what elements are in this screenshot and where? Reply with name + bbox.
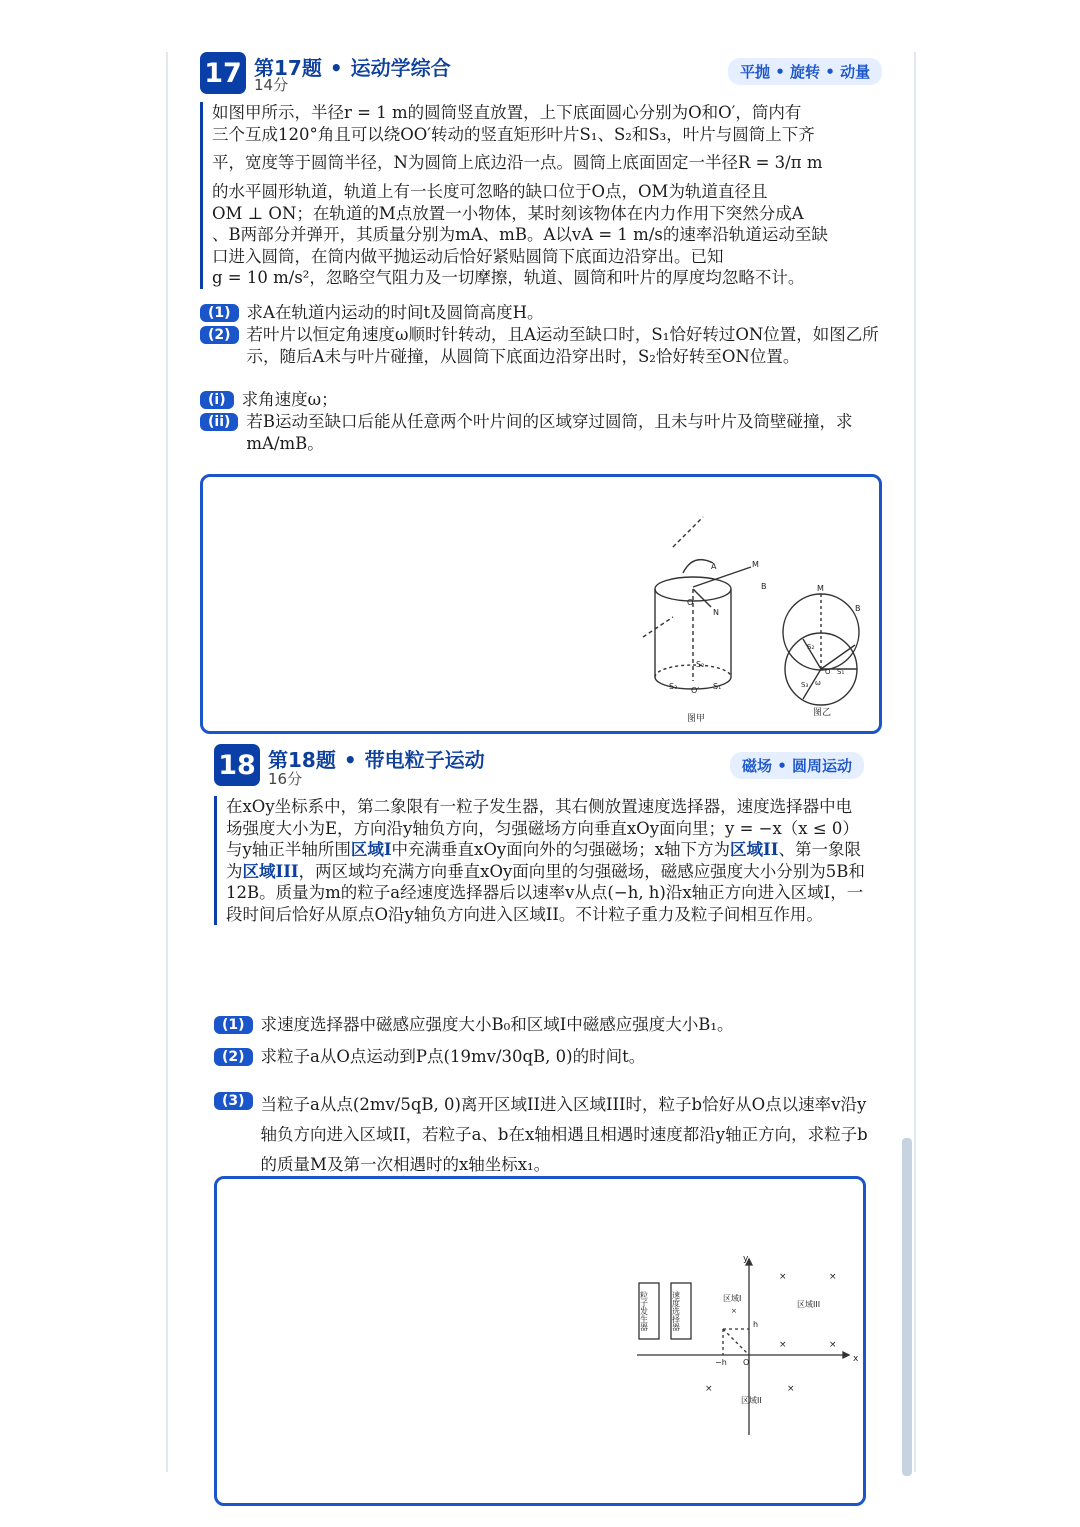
sub-question-1 [214, 1014, 874, 1036]
label-omega: ω [815, 679, 821, 687]
label-A: A [711, 562, 717, 571]
region-3-highlight: 区域III [242, 861, 299, 881]
question-label: 第18题 [268, 748, 336, 772]
label-selector: 速度选择器 [671, 1291, 681, 1331]
stem-text: 、第一象限为 [226, 840, 861, 881]
label-Oprime: O′ [691, 686, 700, 695]
caption-jia: 图甲 [687, 714, 706, 724]
question-stem [214, 796, 866, 925]
sub-question-text: 求A在轨道内运动的时间t及圆筒高度H。 [246, 303, 544, 322]
question-topic: 运动学综合 [350, 56, 451, 80]
sub-question-3 [214, 1090, 874, 1180]
stem-text: 中充满垂直xOy面向外的匀强磁场；x轴下方为 [391, 840, 731, 859]
label-region-3: 区域III [797, 1300, 821, 1309]
label-M: M [752, 560, 759, 569]
label-O: O [687, 598, 694, 607]
dashed-guide [643, 617, 673, 637]
question-score: 14分 [254, 76, 289, 94]
sub-question-1 [200, 302, 880, 324]
question-tag: 磁场 • 圆周运动 [730, 752, 864, 779]
sub-question-badge: (1) [200, 304, 239, 322]
answer-area-18[interactable] [214, 1176, 866, 1506]
field-mark: × [829, 1340, 837, 1350]
sub-question-badge: (3) [214, 1092, 253, 1110]
label-origin: O [743, 1358, 750, 1367]
label-N: N [713, 608, 719, 617]
question-stem [200, 102, 892, 289]
field-mark: × [779, 1272, 787, 1282]
label-y: y [743, 1254, 749, 1264]
stem-line: 如图甲所示，半径r = 1 m的圆筒竖直放置，上下底面圆心分别为O和O′，筒内有 [212, 103, 802, 122]
field-mark: × [731, 1307, 737, 1315]
sub-question-2ii [200, 411, 880, 454]
label-neg-h: −h [715, 1358, 727, 1367]
region-2-highlight: 区域II [730, 840, 779, 859]
question-score: 16分 [268, 770, 303, 788]
question-topic: 带电粒子运动 [364, 748, 485, 772]
field-mark: × [787, 1384, 795, 1394]
question-number-badge: 17 [200, 52, 246, 94]
stem-line: 三个互成120°角且可以绕OO′转动的竖直矩形叶片S₁、S₂和S₃，叶片与圆筒上下齐 [212, 124, 815, 144]
label-S3-view: S₃ [801, 681, 809, 689]
label-region-1: 区域I [723, 1294, 742, 1303]
track-diameter [673, 517, 703, 547]
label-S2-view: S₂ [807, 643, 815, 651]
label-S3: S₃ [669, 682, 678, 691]
sub-question-2 [200, 324, 880, 367]
stem-line: 的水平圆形轨道，轨道上有一长度可忽略的缺口位于O点，OM为轨道直径且 [212, 182, 768, 201]
sub-question-text: 若叶片以恒定角速度ω顺时针转动，且A运动至缺口时，S₁恰好转过ON位置，如图乙所示，随后A未与叶片碰撞，从圆筒下底面边沿穿出时，S₂恰好转至ON位置。 [246, 325, 879, 366]
title-separator: • [329, 56, 343, 80]
label-B: B [761, 582, 767, 591]
label-O-view: O [825, 668, 831, 676]
question-number-badge: 18 [214, 744, 260, 786]
label-region-2: 区域II [741, 1396, 762, 1405]
question-label: 第17题 [254, 56, 322, 80]
sub-question-badge: (1) [214, 1016, 253, 1034]
sub-question-badge: (i) [200, 391, 234, 409]
sub-question-2 [214, 1046, 874, 1068]
figure-18 [217, 1179, 863, 1503]
sub-question-text: 若B运动至缺口后能从任意两个叶片间的区域穿过圆筒，且未与叶片及筒壁碰撞，求mA/mB。 [246, 412, 853, 453]
field-mark: × [779, 1340, 787, 1350]
sub-question-badge: (ii) [200, 413, 238, 431]
sub-question-text: 当粒子a从点(2mv/5qB, 0)离开区域II进入区域III时，粒子b恰好从O点以速率v沿y轴负方向进入区域II，若粒子a、b在x轴相遇且相遇时速度都沿y轴正方向，求粒子b的质量M及第一次相遇时的x轴坐标x₁。 [260, 1095, 868, 1174]
region-1-highlight: 区域I [350, 840, 392, 859]
label-S2: S₂ [696, 660, 705, 669]
top-view-diagram [783, 594, 859, 705]
x-axis-arrow [843, 1352, 849, 1358]
stem-line: OM ⊥ ON；在轨道的M点放置一小物体，某时刻该物体在内力作用下突然分成A [212, 203, 804, 223]
caption-yi: 图乙 [813, 708, 832, 718]
question-tag: 平抛 • 旋转 • 动量 [728, 58, 882, 85]
label-x: x [853, 1354, 859, 1364]
label-S1-view: S₁ [837, 668, 845, 676]
figure-17 [203, 477, 879, 731]
answer-area-17[interactable] [200, 474, 882, 734]
stem-line: 、B两部分并弹开，其质量分别为mA、mB。A以vA = 1 m/s的速率沿轨道运动至缺 [212, 225, 828, 244]
document-page [166, 52, 916, 1472]
field-mark: × [829, 1272, 837, 1282]
scrollbar[interactable] [902, 1138, 912, 1476]
track-arc [683, 560, 713, 573]
label-generator: 粒子发生器 [639, 1291, 649, 1331]
stem-text: ，两区域均充满方向垂直xOy面向里的匀强磁场，磁感应强度大小分别为5B和12B。质量为m的粒子a经速度选择器后以速率v从点(−h, h)沿x轴正方向进入区域I，一段时间后恰好从原点O沿y轴负方向进入区域II。不计粒子重力及粒子间相互作用。 [226, 861, 865, 924]
label-S1: S₁ [713, 682, 722, 691]
label-M-view: M [817, 584, 824, 593]
stem-line: 平，宽度等于圆筒半径，N为圆筒上底边沿一点。圆筒上底面固定一半径R = 3/π m [212, 153, 823, 172]
label-B-view: B [855, 604, 861, 613]
coordinate-diagram [637, 1259, 849, 1435]
sub-question-2i [200, 389, 880, 411]
sub-question-text: 求速度选择器中磁感应强度大小B₀和区域I中磁感应强度大小B₁。 [260, 1015, 734, 1034]
line-y-neg-x [723, 1329, 749, 1355]
stem-line: g = 10 m/s²，忽略空气阻力及一切摩擦，轨道、圆筒和叶片的厚度均忽略不计。 [212, 268, 805, 287]
stem-text: 在xOy坐标系中，第二象限有一粒子发生器，其右侧放置速度选择器，速度选择器中电场强度大小为E，方向沿y轴负方向，匀强磁场方向垂直xOy面向里；y = −x（x ≤ 0）与y轴正半轴所围 [226, 797, 859, 859]
stem-paragraph [226, 796, 866, 925]
sub-question-badge: (2) [200, 326, 239, 344]
title-separator: • [343, 748, 357, 772]
label-h: h [753, 1320, 759, 1329]
sub-question-text: 求粒子a从O点运动到P点(19mv/30qB, 0)的时间t。 [260, 1047, 646, 1066]
line-ON [693, 589, 711, 607]
sub-question-badge: (2) [214, 1048, 253, 1066]
sub-question-text: 求角速度ω； [241, 390, 338, 409]
field-mark: × [705, 1384, 713, 1394]
stem-line: 口进入圆筒，在筒内做平抛运动后恰好紧贴圆筒下底面边沿穿出。已知 [212, 246, 724, 266]
